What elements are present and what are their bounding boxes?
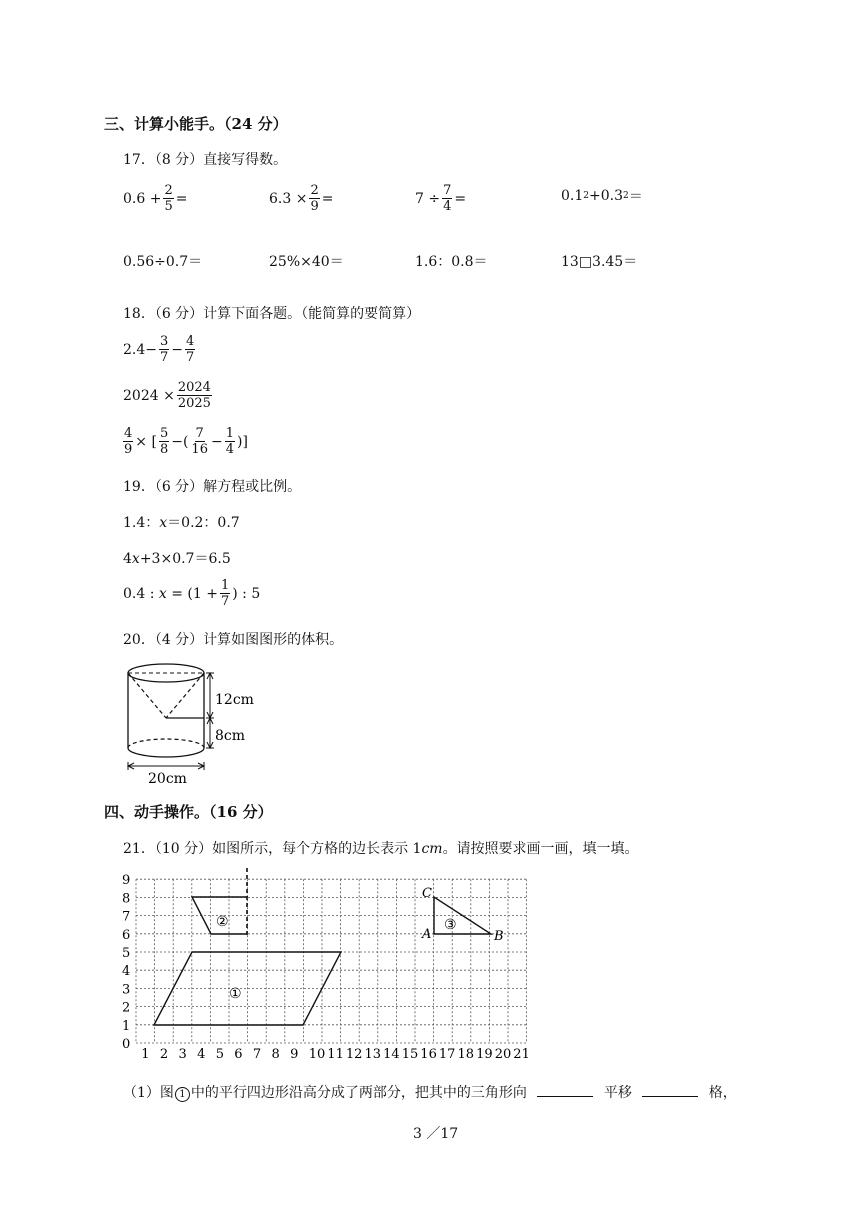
x-tick-label: 5: [215, 1047, 224, 1062]
fraction: [190, 426, 209, 457]
denominator: 7: [220, 594, 230, 609]
operator: )]: [236, 433, 248, 450]
dim-20cm: 20cm: [148, 771, 187, 787]
q17-item-8: 13□3.45＝: [561, 254, 638, 270]
denominator: 9: [124, 442, 133, 457]
y-tick-label: 0: [122, 1037, 131, 1052]
q17-item-3-lhs: 7 ÷: [415, 190, 441, 207]
q17-item-4: [561, 186, 643, 206]
q17-item-6: 25%×40＝: [269, 254, 344, 270]
denominator: 7: [186, 350, 195, 365]
q19-eq-3-a: 0.4 :: [123, 585, 155, 602]
y-tick-label: 2: [122, 1000, 131, 1016]
x-tick-label: 7: [252, 1047, 262, 1062]
q17-item-1: [123, 183, 187, 214]
grid-lines: [136, 879, 527, 1043]
x-tick-label: 12: [345, 1047, 363, 1062]
variable-x: x: [158, 585, 167, 602]
page-number: 3 ／17: [413, 1126, 459, 1142]
exponent: 2: [623, 191, 629, 201]
fraction: [163, 183, 173, 214]
x-tick-label: 10: [308, 1047, 326, 1062]
shape-2-label: ②: [216, 914, 229, 930]
denominator: 7: [160, 350, 169, 365]
dim-12cm: 12cm: [215, 692, 254, 708]
q18-expr-2: [123, 380, 214, 411]
operator: −: [210, 433, 223, 450]
fraction: [159, 334, 169, 365]
minus: −: [171, 341, 184, 358]
q17-item-5: 0.56÷0.7＝: [123, 254, 203, 270]
point-a-label: A: [422, 927, 432, 942]
equals: ＝: [628, 189, 643, 205]
x-tick-label: 2: [159, 1047, 169, 1062]
x-tick-label: 9: [290, 1047, 299, 1062]
fraction: [442, 183, 452, 214]
numerator: 7: [195, 426, 204, 441]
shape-3-label: ③: [444, 917, 457, 933]
cylinder-figure: [118, 658, 268, 788]
fraction: [177, 380, 212, 411]
y-tick-label: 5: [122, 946, 131, 961]
y-tick-label: 6: [122, 927, 131, 943]
equals: =: [321, 190, 334, 207]
q18-expr-1-lhs: 2.4−: [123, 341, 157, 358]
numerator: 2024: [177, 380, 211, 395]
q19-eq-2-a: 4: [123, 551, 132, 567]
x-tick-label: 15: [401, 1047, 419, 1062]
q18-expr-2-lhs: 2024 ×: [123, 387, 175, 404]
y-axis-labels: [122, 873, 130, 1052]
denominator: 4: [443, 199, 452, 214]
q19-eq-2: [123, 548, 231, 568]
x-tick-label: 4: [197, 1047, 206, 1062]
cone-left-edge: [128, 673, 166, 718]
y-tick-label: 1: [122, 1018, 131, 1034]
numerator: 1: [220, 578, 230, 593]
q18-label: 18．（6 分）计算下面各题。（能简算的要简算）: [123, 306, 421, 322]
q19-label: 19．（6 分）解方程或比例。: [123, 479, 302, 495]
triangle-3: [434, 897, 491, 934]
q20-label: 20．（4 分）计算如图图形的体积。: [123, 632, 344, 648]
q19-eq-1-a: 1.4：: [123, 515, 160, 531]
operator: × [: [135, 433, 157, 450]
q21-label: [123, 838, 639, 858]
operator: −(: [171, 433, 189, 450]
section-4-title: 四、动手操作。（16 分）: [104, 803, 273, 821]
fraction: [123, 426, 133, 457]
fraction: [220, 578, 230, 609]
q21-label-a: 21．（10 分）如图所示，每个方格的边长表示 1: [123, 841, 422, 857]
cone-right-edge: [166, 673, 204, 718]
x-tick-label: 11: [327, 1047, 344, 1062]
x-tick-label: 21: [513, 1047, 530, 1062]
numerator: 2: [164, 183, 173, 198]
x-tick-label: 8: [271, 1047, 280, 1062]
denominator: 8: [159, 442, 169, 457]
q21-sub1: [123, 1082, 737, 1102]
fraction: [225, 426, 235, 457]
y-tick-label: 9: [122, 873, 131, 889]
q19-eq-2-b: +3×0.7＝6.5: [139, 551, 231, 567]
denominator: 5: [164, 199, 173, 214]
q17-item-4-part2: +0.3: [589, 188, 623, 204]
denominator: 2025: [177, 396, 211, 411]
q19-eq-1-b: ＝0.2：0.7: [167, 515, 240, 531]
q21-label-b: 。请按照要求画一画，填一填。: [442, 841, 639, 857]
numerator: 5: [159, 426, 169, 441]
q17-item-2: [269, 183, 333, 214]
x-tick-label: 14: [383, 1047, 400, 1062]
x-tick-label: 6: [234, 1047, 243, 1062]
x-axis-labels: [141, 1047, 530, 1062]
variable-x: x: [159, 515, 168, 531]
equals: =: [454, 190, 467, 207]
q19-eq-3: [123, 578, 260, 609]
q17-item-4-part1: 0.1: [561, 188, 584, 204]
y-tick-label: 7: [122, 909, 131, 925]
numerator: 4: [186, 334, 195, 349]
q17-item-7: 1.6：0.8＝: [415, 254, 488, 270]
y-tick-label: 8: [122, 891, 131, 907]
y-tick-label: 4: [122, 964, 131, 980]
q21-sub1-d: 格，: [708, 1085, 737, 1101]
point-c-label: C: [422, 886, 432, 901]
dim-8cm: 8cm: [215, 728, 246, 744]
numerator: 2: [310, 183, 319, 198]
denominator: 4: [225, 442, 234, 457]
q21-sub1-c: 平移: [603, 1085, 632, 1101]
x-tick-label: 1: [141, 1047, 150, 1062]
fraction: [185, 334, 195, 365]
q19-eq-1: [123, 512, 240, 532]
cylinder-bottom-front: [128, 748, 204, 757]
numerator: 3: [160, 334, 169, 349]
x-tick-label: 16: [420, 1047, 437, 1062]
q17-item-2-lhs: 6.3 ×: [269, 190, 308, 207]
fraction: [309, 183, 319, 214]
x-tick-label: 19: [476, 1047, 493, 1062]
exponent: 2: [583, 191, 589, 201]
numerator: 7: [443, 183, 452, 198]
x-tick-label: 20: [494, 1047, 512, 1062]
answer-blank-direction[interactable]: [537, 1084, 593, 1097]
shape-1-label: ①: [229, 986, 242, 1002]
denominator: 9: [310, 199, 319, 214]
denominator: 16: [191, 442, 208, 457]
q17-item-1-lhs: 0.6 +: [123, 190, 162, 207]
q21-sub1-b: 中的平行四边形沿高分成了两部分，把其中的三角形向: [190, 1085, 527, 1101]
x-tick-label: 3: [178, 1047, 187, 1062]
variable-x: x: [131, 551, 140, 567]
section-3-title: 三、计算小能手。（24 分）: [104, 115, 288, 133]
answer-blank-steps[interactable]: [642, 1084, 698, 1097]
circled-number: 1: [175, 1087, 190, 1102]
y-tick-label: 3: [122, 982, 131, 998]
numerator: 1: [225, 426, 234, 441]
equals: =: [175, 190, 188, 207]
numerator: 4: [124, 426, 133, 441]
q19-eq-3-b: = (1 +: [171, 585, 218, 602]
x-tick-label: 18: [457, 1047, 475, 1062]
coordinate-grid: [110, 868, 550, 1068]
q21-sub1-a: （1）图: [123, 1085, 174, 1101]
cylinder-bottom-back: [128, 739, 204, 748]
q18-expr-3: [121, 426, 248, 457]
fraction: [159, 426, 169, 457]
q17-label: 17．（8 分）直接写得数。: [123, 152, 288, 168]
unit-cm: cm: [421, 841, 443, 857]
point-b-label: B: [494, 929, 504, 944]
q19-eq-3-c: ) : 5: [232, 585, 261, 602]
x-tick-label: 17: [438, 1047, 456, 1062]
x-tick-label: 13: [364, 1047, 382, 1062]
q18-expr-1: [123, 334, 197, 365]
q17-item-3: [415, 183, 466, 214]
